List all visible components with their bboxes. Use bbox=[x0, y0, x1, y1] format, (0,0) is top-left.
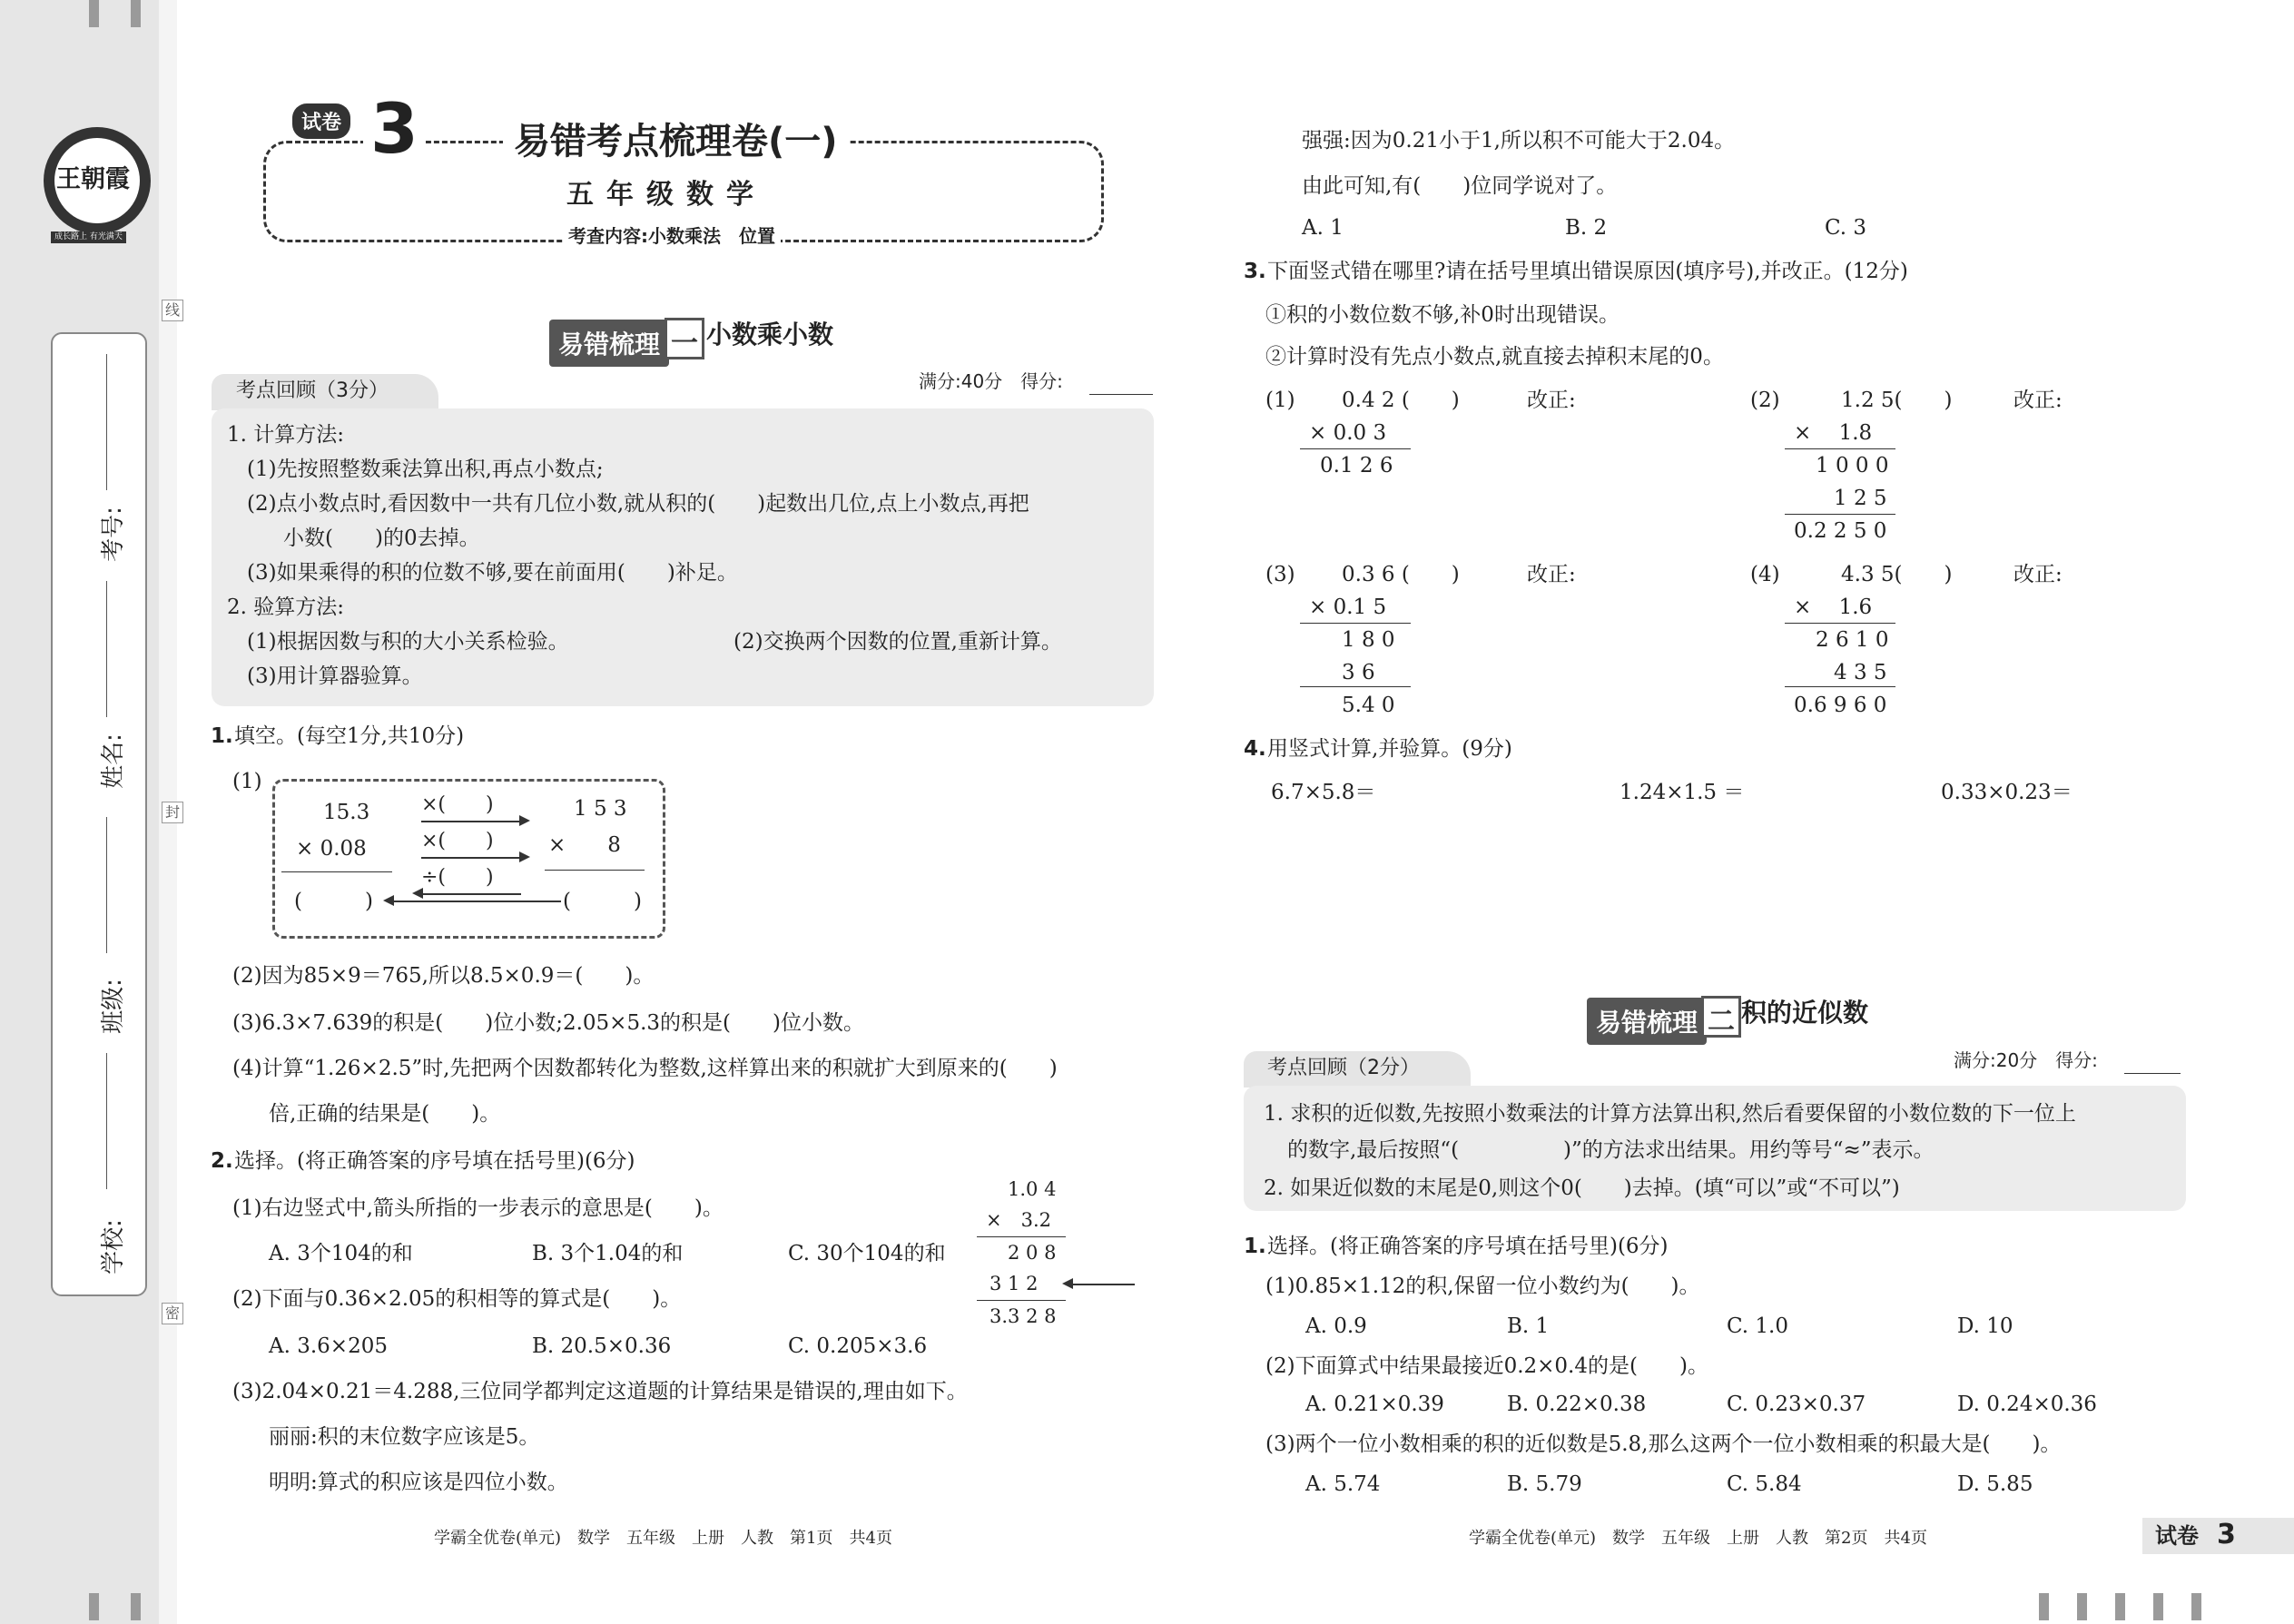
question-title: 填空。(每空1分,共10分) bbox=[234, 724, 465, 748]
score-blank[interactable] bbox=[1089, 394, 1153, 395]
option[interactable]: C. 1.0 bbox=[1727, 1314, 1788, 1338]
question-item: (2)因为85×9＝765,所以8.5×0.9＝( )。 bbox=[232, 964, 655, 988]
calc-row: 0.1 2 6 bbox=[1320, 454, 1393, 477]
option[interactable]: C. 5.84 bbox=[1727, 1472, 1802, 1496]
calc-row: 1 2 5 bbox=[1834, 487, 1887, 510]
calc-row: 0.6 9 6 0 bbox=[1794, 694, 1887, 717]
review-line: 小数( )的0去掉。 bbox=[283, 527, 480, 550]
calc-rule bbox=[1785, 623, 1895, 624]
option[interactable]: D. 10 bbox=[1957, 1314, 2013, 1338]
diagram-rule bbox=[281, 871, 392, 872]
option[interactable]: A. 3.6×205 bbox=[269, 1334, 388, 1358]
calc-expression: 6.7×5.8＝ bbox=[1271, 781, 1376, 804]
class-label: 班级: bbox=[99, 979, 127, 1034]
calc-rule bbox=[1785, 514, 1895, 515]
diagram-op: ×( ) bbox=[421, 793, 494, 816]
calc-expression: 1.24×1.5 ＝ bbox=[1620, 781, 1745, 804]
question-number: 4. bbox=[1244, 737, 1266, 761]
option[interactable]: A. 5.74 bbox=[1305, 1472, 1381, 1496]
name-line[interactable] bbox=[106, 581, 107, 717]
page-footer-right: 学霸全优卷(单元) 数学 五年级 上册 人教 第2页 共4页 bbox=[1469, 1529, 1927, 1548]
review-box bbox=[212, 408, 1154, 706]
school-label: 学校: bbox=[99, 1219, 127, 1275]
option[interactable]: B. 3个1.04的和 bbox=[532, 1242, 684, 1265]
calc-rule bbox=[1300, 623, 1411, 624]
calc-rule bbox=[1300, 448, 1411, 449]
arrow-head bbox=[519, 851, 530, 862]
review-title: 考点回顾（2分） bbox=[1267, 1057, 1420, 1079]
calc-row: 3 6 bbox=[1342, 661, 1375, 684]
calc-row: 4 3 5 bbox=[1834, 661, 1887, 684]
reason-line: 丽丽:积的末位数字应该是5。 bbox=[269, 1425, 540, 1449]
name-label: 姓名: bbox=[99, 733, 127, 789]
option[interactable]: C. 30个104的和 bbox=[788, 1242, 946, 1265]
review-title: 考点回顾（3分） bbox=[236, 379, 389, 402]
review-line: (3)用计算器验算。 bbox=[247, 664, 423, 688]
calc-row: 1 0 0 0 bbox=[1816, 454, 1889, 477]
problem-label: (1) bbox=[1265, 389, 1295, 412]
score-label: 满分:20分 得分: bbox=[1954, 1049, 2098, 1071]
question-item: 由此可知,有( )位同学说对了。 bbox=[1302, 174, 1618, 198]
review-line: (1)先按照整数乘法算出积,再点小数点; bbox=[247, 458, 604, 481]
section-number: 二 bbox=[1701, 996, 1741, 1038]
section-number: 一 bbox=[665, 318, 704, 359]
option[interactable]: C. 0.23×0.37 bbox=[1727, 1393, 1866, 1416]
register-mark bbox=[89, 1593, 99, 1620]
section-tag: 易错梳理 bbox=[549, 320, 669, 367]
calc-row: × 1.8 bbox=[1794, 421, 1873, 445]
calc-expression: 0.33×0.23＝ bbox=[1941, 781, 2072, 804]
question-title: 下面竖式错在哪里?请在括号里填出错误原因(填序号),并改正。(12分) bbox=[1267, 260, 1908, 283]
calc-row: 2 6 1 0 bbox=[1816, 628, 1889, 652]
diagram-op: ÷( ) bbox=[421, 866, 494, 889]
question-item: (2)下面与0.36×2.05的积相等的算式是( )。 bbox=[232, 1287, 682, 1311]
arrow-head bbox=[519, 815, 530, 826]
register-mark bbox=[2191, 1593, 2201, 1620]
exam-number-line[interactable] bbox=[106, 354, 107, 490]
option[interactable]: B. 5.79 bbox=[1507, 1472, 1582, 1496]
register-mark bbox=[2115, 1593, 2125, 1620]
question-number: 1. bbox=[211, 724, 233, 748]
fix-label: 改正: bbox=[2013, 389, 2063, 412]
calc-rule bbox=[977, 1300, 1066, 1301]
question-item: (3)6.3×7.639的积是( )位小数;2.05×5.3的积是( )位小数。 bbox=[232, 1011, 864, 1035]
arrow-head bbox=[1062, 1278, 1073, 1289]
calc-row: 1 8 0 bbox=[1342, 628, 1395, 652]
register-mark bbox=[131, 0, 141, 27]
option[interactable]: B. 1 bbox=[1507, 1314, 1550, 1338]
fix-label: 改正: bbox=[1527, 389, 1576, 412]
diagram-value: 1 5 3 bbox=[574, 797, 627, 821]
page-footer-left: 学霸全优卷(单元) 数学 五年级 上册 人教 第1页 共4页 bbox=[434, 1529, 892, 1548]
problem-label: (4) bbox=[1750, 563, 1780, 586]
corner-number: 3 bbox=[2217, 1519, 2236, 1550]
option[interactable]: A. 1 bbox=[1302, 216, 1344, 240]
review-line: 2. 如果近似数的末尾是0,则这个0( )去掉。(填“可以”或“不可以”) bbox=[1264, 1176, 1900, 1200]
calc-row: 0.2 2 5 0 bbox=[1794, 519, 1887, 543]
problem-label: (3) bbox=[1265, 563, 1295, 586]
problem-label: (2) bbox=[1750, 389, 1780, 412]
question-number: 2. bbox=[211, 1149, 233, 1173]
calc-row: × 3.2 bbox=[986, 1209, 1051, 1231]
calc-row: 2 0 8 bbox=[1008, 1242, 1057, 1264]
question-item: (1)0.85×1.12的积,保留一位小数约为( )。 bbox=[1265, 1275, 1700, 1298]
calc-rule bbox=[977, 1236, 1066, 1237]
reason-line: 强强:因为0.21小于1,所以积不可能大于2.04。 bbox=[1302, 129, 1736, 153]
calc-row: 3.3 2 8 bbox=[989, 1305, 1057, 1327]
review-line: (3)如果乘得的积的位数不够,要在前面用( )补足。 bbox=[247, 561, 738, 585]
paper-number: 3 bbox=[363, 94, 426, 163]
reason-line: 明明:算式的积应该是四位小数。 bbox=[269, 1471, 568, 1494]
question-item: (3)2.04×0.21＝4.288,三位同学都判定这道题的计算结果是错误的,理由如下。 bbox=[232, 1380, 968, 1403]
calc-row: 3 1 2 bbox=[989, 1273, 1039, 1294]
review-line: 的数字,最后按照“( )”的方法求出结果。用约等号“≈”表示。 bbox=[1287, 1138, 1935, 1162]
option[interactable]: D. 5.85 bbox=[1957, 1472, 2033, 1496]
option[interactable]: A. 0.21×0.39 bbox=[1305, 1393, 1444, 1416]
calc-row: 5.4 0 bbox=[1342, 694, 1395, 717]
review-line: 2. 验算方法: bbox=[227, 595, 345, 619]
exam-number-label: 考号: bbox=[99, 507, 127, 562]
question-item: (2)下面算式中结果最接近0.2×0.4的是( )。 bbox=[1265, 1354, 1708, 1378]
cut-mark-line: 线 bbox=[162, 300, 183, 321]
arrow bbox=[1071, 1284, 1135, 1285]
score-blank[interactable] bbox=[2124, 1073, 2181, 1074]
question-item: (4)计算“1.26×2.5”时,先把两个因数都转化为整数,这样算出来的积就扩大到原来的( ) bbox=[232, 1057, 1058, 1080]
answer-blank[interactable]: ( ) bbox=[294, 890, 373, 913]
score-label: 满分:40分 得分: bbox=[919, 370, 1063, 392]
option[interactable]: B. 20.5×0.36 bbox=[532, 1334, 672, 1358]
student-info-box bbox=[51, 332, 147, 1296]
fix-label: 改正: bbox=[2013, 563, 2063, 586]
question-number: 1. bbox=[1244, 1235, 1266, 1258]
calc-row: 0.4 2 ( ) bbox=[1342, 389, 1460, 412]
arrow-head bbox=[383, 895, 394, 906]
register-mark bbox=[2077, 1593, 2087, 1620]
calc-rule bbox=[1785, 448, 1895, 449]
calc-row: 1.2 5( ) bbox=[1841, 389, 1953, 412]
review-line: (2)交换两个因数的位置,重新计算。 bbox=[733, 630, 1062, 654]
question-title: 选择。(将正确答案的序号填在括号里)(6分) bbox=[1267, 1235, 1669, 1258]
review-line: (2)点小数点时,看因数中一共有几位小数,就从积的( )起数出几位,点上小数点,再把 bbox=[247, 492, 1029, 516]
review-line: 1. 求积的近似数,先按照小数乘法的计算方法算出积,然后看要保留的小数位数的下一位上 bbox=[1264, 1102, 2076, 1126]
exam-scope: 考查内容:小数乘法 位置 bbox=[563, 227, 781, 245]
calc-row: × 0.1 5 bbox=[1309, 595, 1387, 619]
sub-label: (1) bbox=[232, 770, 262, 793]
register-mark bbox=[2153, 1593, 2163, 1620]
corner-label: 试卷 bbox=[2155, 1523, 2199, 1549]
review-line: (1)根据因数与积的大小关系检验。 bbox=[247, 630, 569, 654]
question-number: 3. bbox=[1244, 260, 1266, 283]
diagram-value: 15.3 bbox=[323, 801, 370, 824]
question-item: (1)右边竖式中,箭头所指的一步表示的意思是( )。 bbox=[232, 1196, 724, 1220]
option[interactable]: C. 0.205×3.6 bbox=[788, 1334, 928, 1358]
answer-blank[interactable]: ( ) bbox=[563, 890, 642, 913]
option[interactable]: B. 2 bbox=[1565, 216, 1608, 240]
diagram-value: × 8 bbox=[548, 833, 621, 857]
page-title: 易错考点梳理卷(一) bbox=[503, 123, 849, 160]
arrow-head bbox=[412, 888, 423, 899]
brand-logo-sub: 成长路上 有光满天 bbox=[51, 231, 126, 243]
section-title: 小数乘小数 bbox=[706, 320, 834, 349]
arrow bbox=[421, 857, 521, 859]
diagram-op: ×( ) bbox=[421, 830, 494, 852]
school-line[interactable] bbox=[106, 1053, 107, 1189]
question-title: 用竖式计算,并验算。(9分) bbox=[1267, 737, 1512, 761]
register-mark bbox=[89, 0, 99, 27]
reason-line: ①积的小数位数不够,补0时出现错误。 bbox=[1265, 303, 1620, 327]
cut-mark-seal: 封 bbox=[162, 802, 183, 823]
calc-rule bbox=[1300, 686, 1411, 687]
cut-mark-secret: 密 bbox=[162, 1303, 183, 1324]
review-line: 1. 计算方法: bbox=[227, 423, 345, 447]
calc-row: 0.3 6 ( ) bbox=[1342, 563, 1460, 586]
arrow bbox=[421, 821, 521, 822]
register-mark bbox=[2039, 1593, 2049, 1620]
option[interactable]: C. 3 bbox=[1825, 216, 1867, 240]
calc-row: × 1.6 bbox=[1794, 595, 1873, 619]
page-subtitle: 五年级数学 bbox=[566, 179, 766, 211]
diagram-rule bbox=[545, 870, 645, 871]
register-mark bbox=[131, 1593, 141, 1620]
calc-rule bbox=[1785, 686, 1895, 687]
option[interactable]: B. 0.22×0.38 bbox=[1507, 1393, 1647, 1416]
calc-row: 4.3 5( ) bbox=[1841, 563, 1953, 586]
class-line[interactable] bbox=[106, 817, 107, 953]
section-title: 积的近似数 bbox=[1741, 998, 1869, 1028]
option[interactable]: A. 3个104的和 bbox=[269, 1242, 413, 1265]
option[interactable]: D. 0.24×0.36 bbox=[1957, 1393, 2097, 1416]
calc-row: 1.0 4 bbox=[1008, 1178, 1057, 1200]
arrow bbox=[392, 901, 561, 902]
question-title: 选择。(将正确答案的序号填在括号里)(6分) bbox=[234, 1149, 635, 1173]
question-item: (3)两个一位小数相乘的积的近似数是5.8,那么这两个一位小数相乘的积最大是( )。 bbox=[1265, 1432, 2062, 1456]
question-item: 倍,正确的结果是( )。 bbox=[269, 1102, 501, 1126]
arrow bbox=[421, 893, 521, 895]
section-tag: 易错梳理 bbox=[1587, 998, 1707, 1045]
calc-row: × 0.0 3 bbox=[1309, 421, 1387, 445]
paper-label: 试卷 bbox=[292, 103, 350, 139]
reason-line: ②计算时没有先点小数点,就直接去掉积末尾的0。 bbox=[1265, 345, 1724, 369]
diagram-value: × 0.08 bbox=[296, 837, 367, 861]
fix-label: 改正: bbox=[1527, 563, 1576, 586]
option[interactable]: A. 0.9 bbox=[1305, 1314, 1367, 1338]
brand-logo-text: 王朝霞 bbox=[56, 165, 130, 193]
